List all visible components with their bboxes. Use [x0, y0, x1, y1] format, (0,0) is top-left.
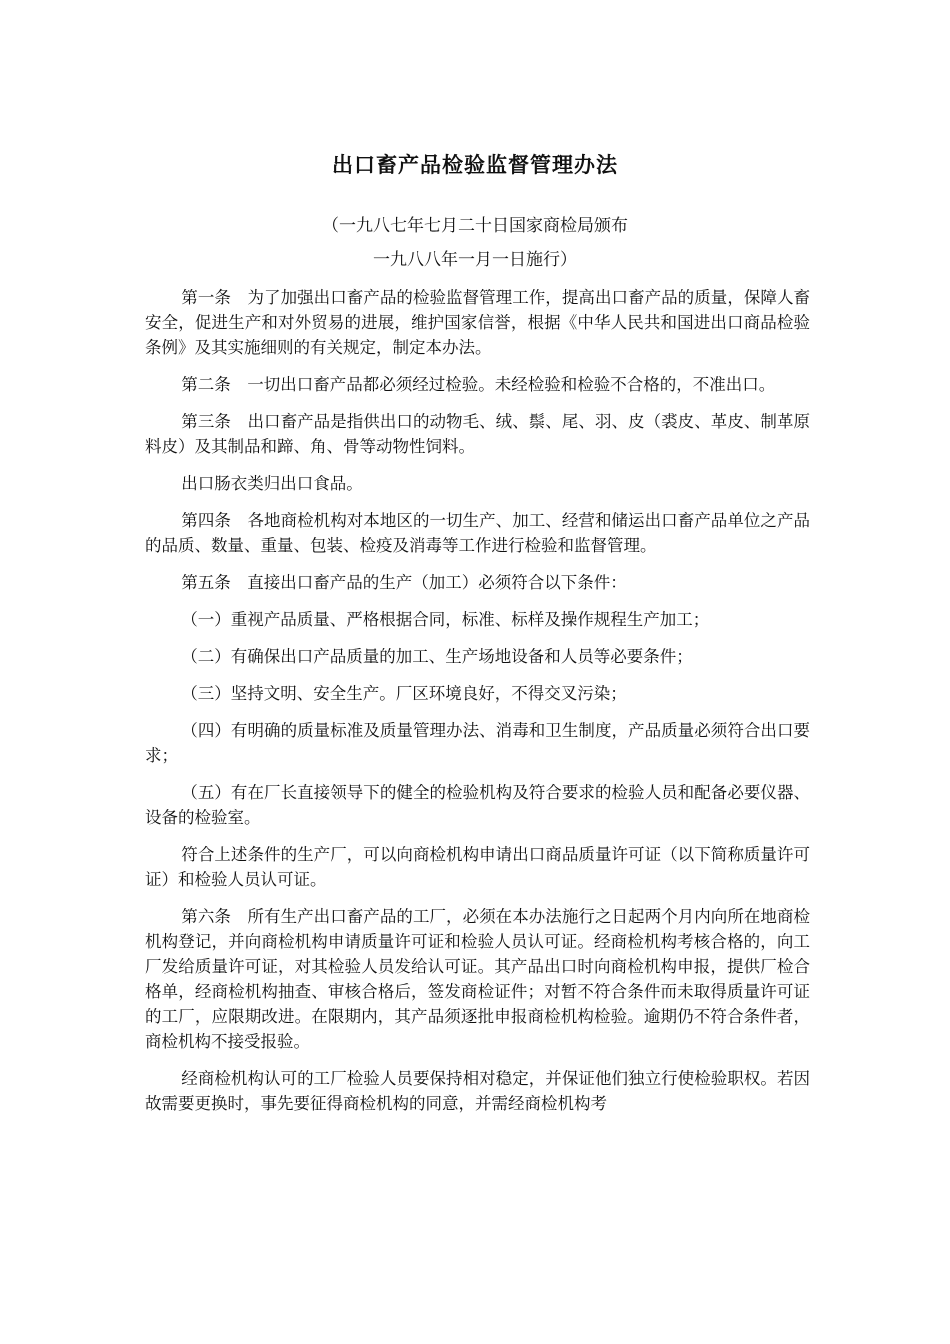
document-subtitle-line-2: 一九八八年一月一日施行） [373, 250, 577, 270]
article-3-paragraph: 第三条 出口畜产品是指供出口的动物毛、绒、鬃、尾、羽、皮（裘皮、革皮、制革原料皮）及其制品和蹄、角、骨等动物性饲料。 [145, 412, 810, 456]
article-1-paragraph: 第一条 为了加强出口畜产品的检验监督管理工作，提高出口畜产品的质量，保障人畜安全，促进生产和对外贸易的进展，维护国家信誉，根据《中华人民共和国进出口商品检验条例》及其实施细则的有关规定，制定本办法。 [145, 288, 810, 357]
document-subtitle-line-1: （一九八七年七月二十日国家商检局颁布 [322, 216, 628, 236]
article-4-paragraph: 第四条 各地商检机构对本地区的一切生产、加工、经营和储运出口畜产品单位之产品的品质、数量、重量、包装、检疫及消毒等工作进行检验和监督管理。 [145, 511, 810, 555]
condition-item-3: （三）坚持文明、安全生产。厂区环境良好，不得交叉污染； [181, 684, 627, 703]
article-2-paragraph: 第二条 一切出口畜产品都必须经过检验。未经检验和检验不合格的，不准出口。 [181, 375, 776, 394]
article-6-paragraph: 第六条 所有生产出口畜产品的工厂，必须在本办法施行之日起两个月内向所在地商检机构登记，并向商检机构申请质量许可证和检验人员认可证。经商检机构考核合格的，向工厂发给质量许可证，对其检验人员发给认可证。其产品出口时向商检机构申报，提供厂检合格单，经商检机构抽查、审核合格后，签发商检证件；对暂不符合条件而未取得质量许可证的工厂，应限期改进。在限期内，其产品须逐批申报商检机构检验。逾期仍不符合条件者，商检机构不接受报验。 [145, 907, 810, 1051]
document-body [145, 285, 810, 1128]
casing-note-paragraph: 出口肠衣类归出口食品。 [181, 474, 363, 493]
condition-item-2: （二）有确保出口产品质量的加工、生产场地设备和人员等必要条件； [181, 647, 693, 666]
condition-item-5: （五）有在厂长直接领导下的健全的检验机构及符合要求的检验人员和配备必要仪器、设备的检验室。 [145, 783, 810, 827]
condition-item-4: （四）有明确的质量标准及质量管理办法、消毒和卫生制度，产品质量必须符合出口要求； [145, 721, 810, 765]
inspector-stability-paragraph: 经商检机构认可的工厂检验人员要保持相对稳定，并保证他们独立行使检验职权。若因故需要更换时，事先要征得商检机构的同意，并需经商检机构考 [145, 1069, 810, 1113]
license-application-paragraph: 符合上述条件的生产厂，可以向商检机构申请出口商品质量许可证（以下简称质量许可证）和检验人员认可证。 [145, 845, 810, 889]
article-5-paragraph: 第五条 直接出口畜产品的生产（加工）必须符合以下条件： [181, 573, 627, 592]
document-title: 出口畜产品检验监督管理办法 [332, 153, 618, 177]
condition-item-1: （一）重视产品质量、严格根据合同，标准、标样及操作规程生产加工； [181, 610, 710, 629]
